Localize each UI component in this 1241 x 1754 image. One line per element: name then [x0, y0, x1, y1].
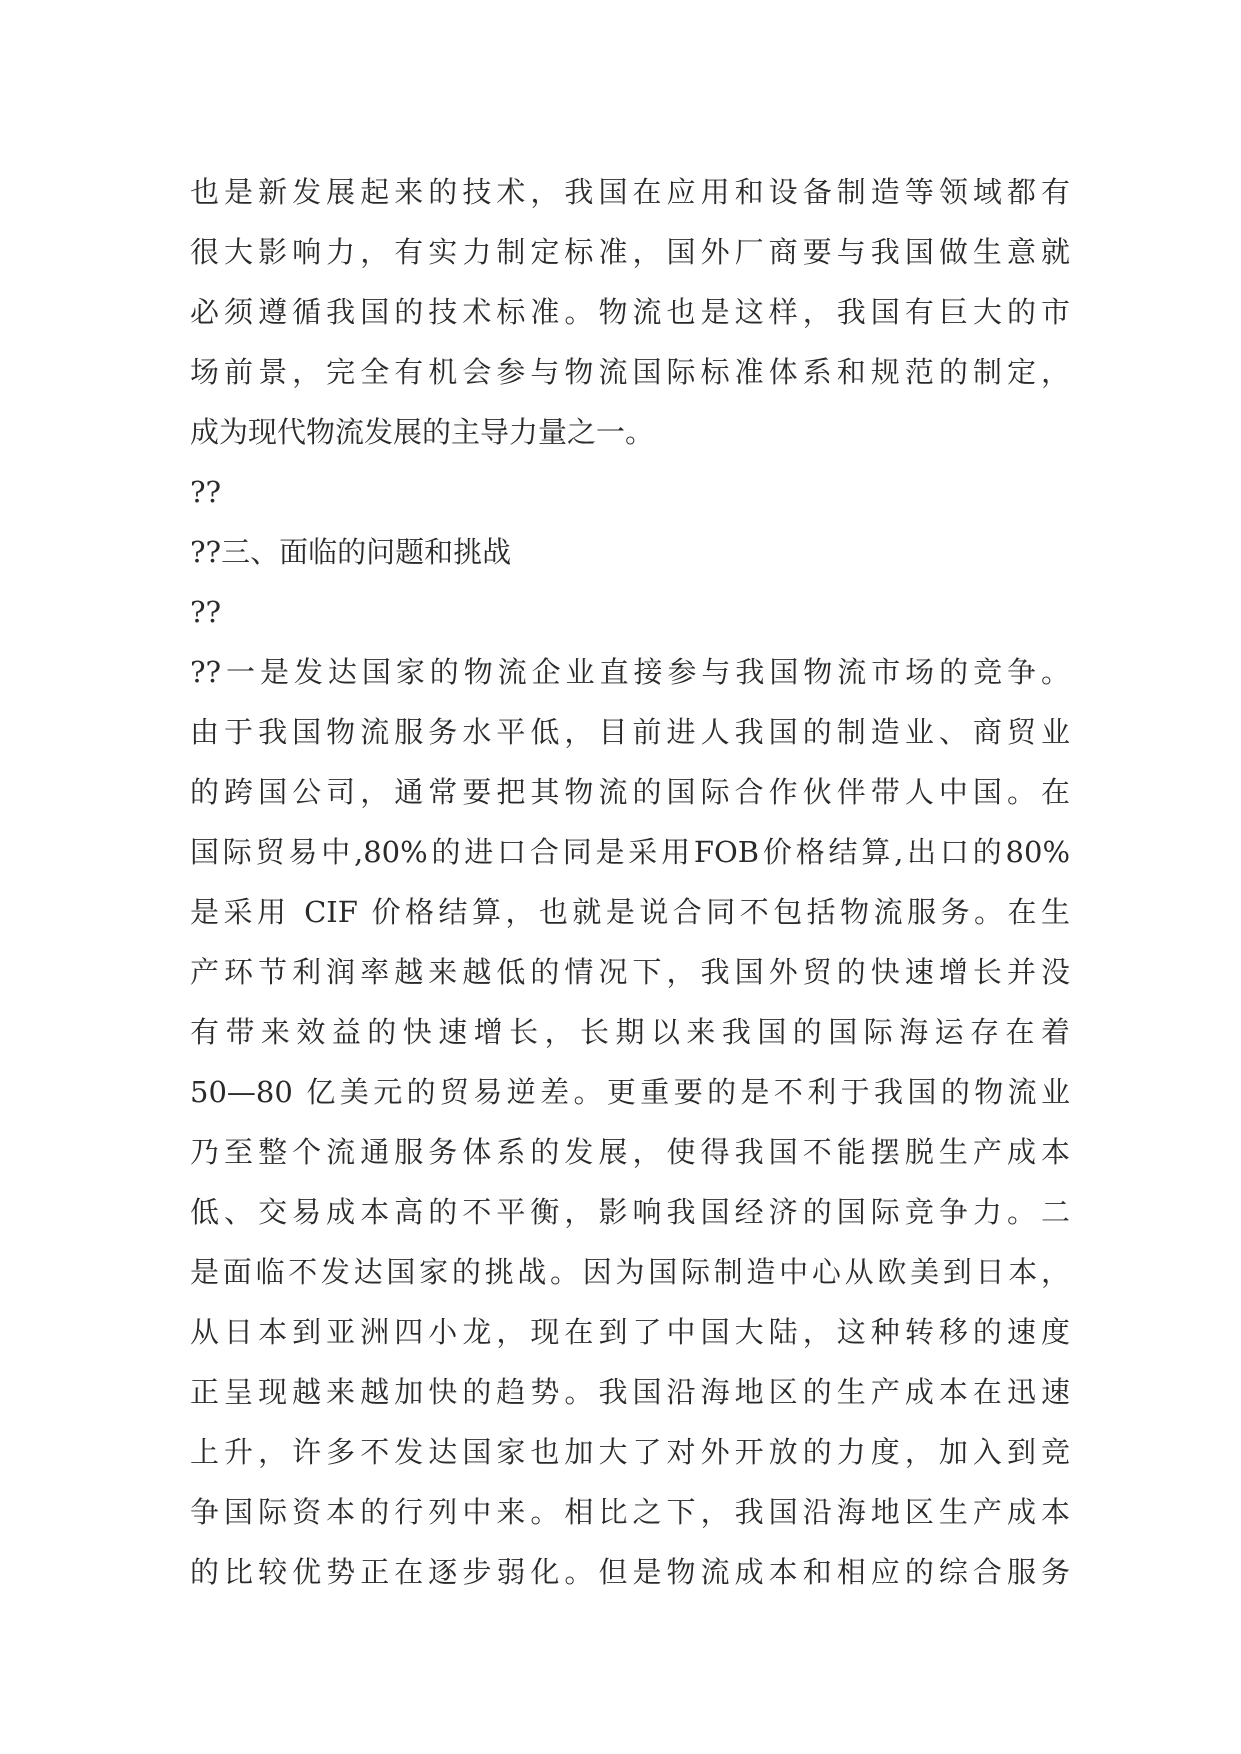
text-line: 国际贸易中,80%的进口合同是采用FOB价格结算,出口的80% [190, 835, 1070, 869]
text-line: 由于我国物流服务水平低，目前进人我国的制造业、商贸业 [190, 715, 1070, 749]
body-text [190, 162, 1070, 1602]
text-line: 正呈现越来越加快的趋势。我国沿海地区的生产成本在迅速 [190, 1375, 1070, 1409]
text-line: 低、交易成本高的不平衡，影响我国经济的国际竞争力。二 [190, 1195, 1070, 1229]
text-line: 必须遵循我国的技术标准。物流也是这样，我国有巨大的市 [190, 295, 1070, 329]
text-line: 场前景，完全有机会参与物流国际标准体系和规范的制定， [190, 355, 1070, 389]
text-line: 的比较优势正在逐步弱化。但是物流成本和相应的综合服务 [190, 1555, 1070, 1589]
text-line: 很大影响力，有实力制定标准，国外厂商要与我国做生意就 [190, 235, 1070, 269]
text-line: 产环节利润率越来越低的情况下，我国外贸的快速增长并没 [190, 955, 1070, 989]
text-line: 成为现代物流发展的主导力量之一。 [190, 415, 655, 449]
text-line: ?? [190, 595, 222, 629]
section-heading: ??三、面临的问题和挑战 [190, 535, 512, 569]
text-line: 也是新发展起来的技术，我国在应用和设备制造等领域都有 [190, 175, 1070, 209]
text-line: 从日本到亚洲四小龙，现在到了中国大陆，这种转移的速度 [190, 1315, 1070, 1349]
text-line: 50—80 亿美元的贸易逆差。更重要的是不利于我国的物流业 [190, 1075, 1070, 1109]
text-line: 有带来效益的快速增长，长期以来我国的国际海运存在着 [190, 1015, 1070, 1049]
text-line: ??一是发达国家的物流企业直接参与我国物流市场的竞争。 [190, 655, 1070, 689]
text-line: 上升，许多不发达国家也加大了对外开放的力度，加入到竞 [190, 1435, 1070, 1469]
text-line: 是面临不发达国家的挑战。因为国际制造中心从欧美到日本， [190, 1255, 1070, 1289]
text-line: 是采用 CIF 价格结算，也就是说合同不包括物流服务。在生 [190, 895, 1070, 929]
text-line: 争国际资本的行列中来。相比之下，我国沿海地区生产成本 [190, 1495, 1070, 1529]
text-line: 的跨国公司，通常要把其物流的国际合作伙伴带人中国。在 [190, 775, 1070, 809]
text-line: ?? [190, 475, 222, 509]
text-line: 乃至整个流通服务体系的发展，使得我国不能摆脱生产成本 [190, 1135, 1070, 1169]
